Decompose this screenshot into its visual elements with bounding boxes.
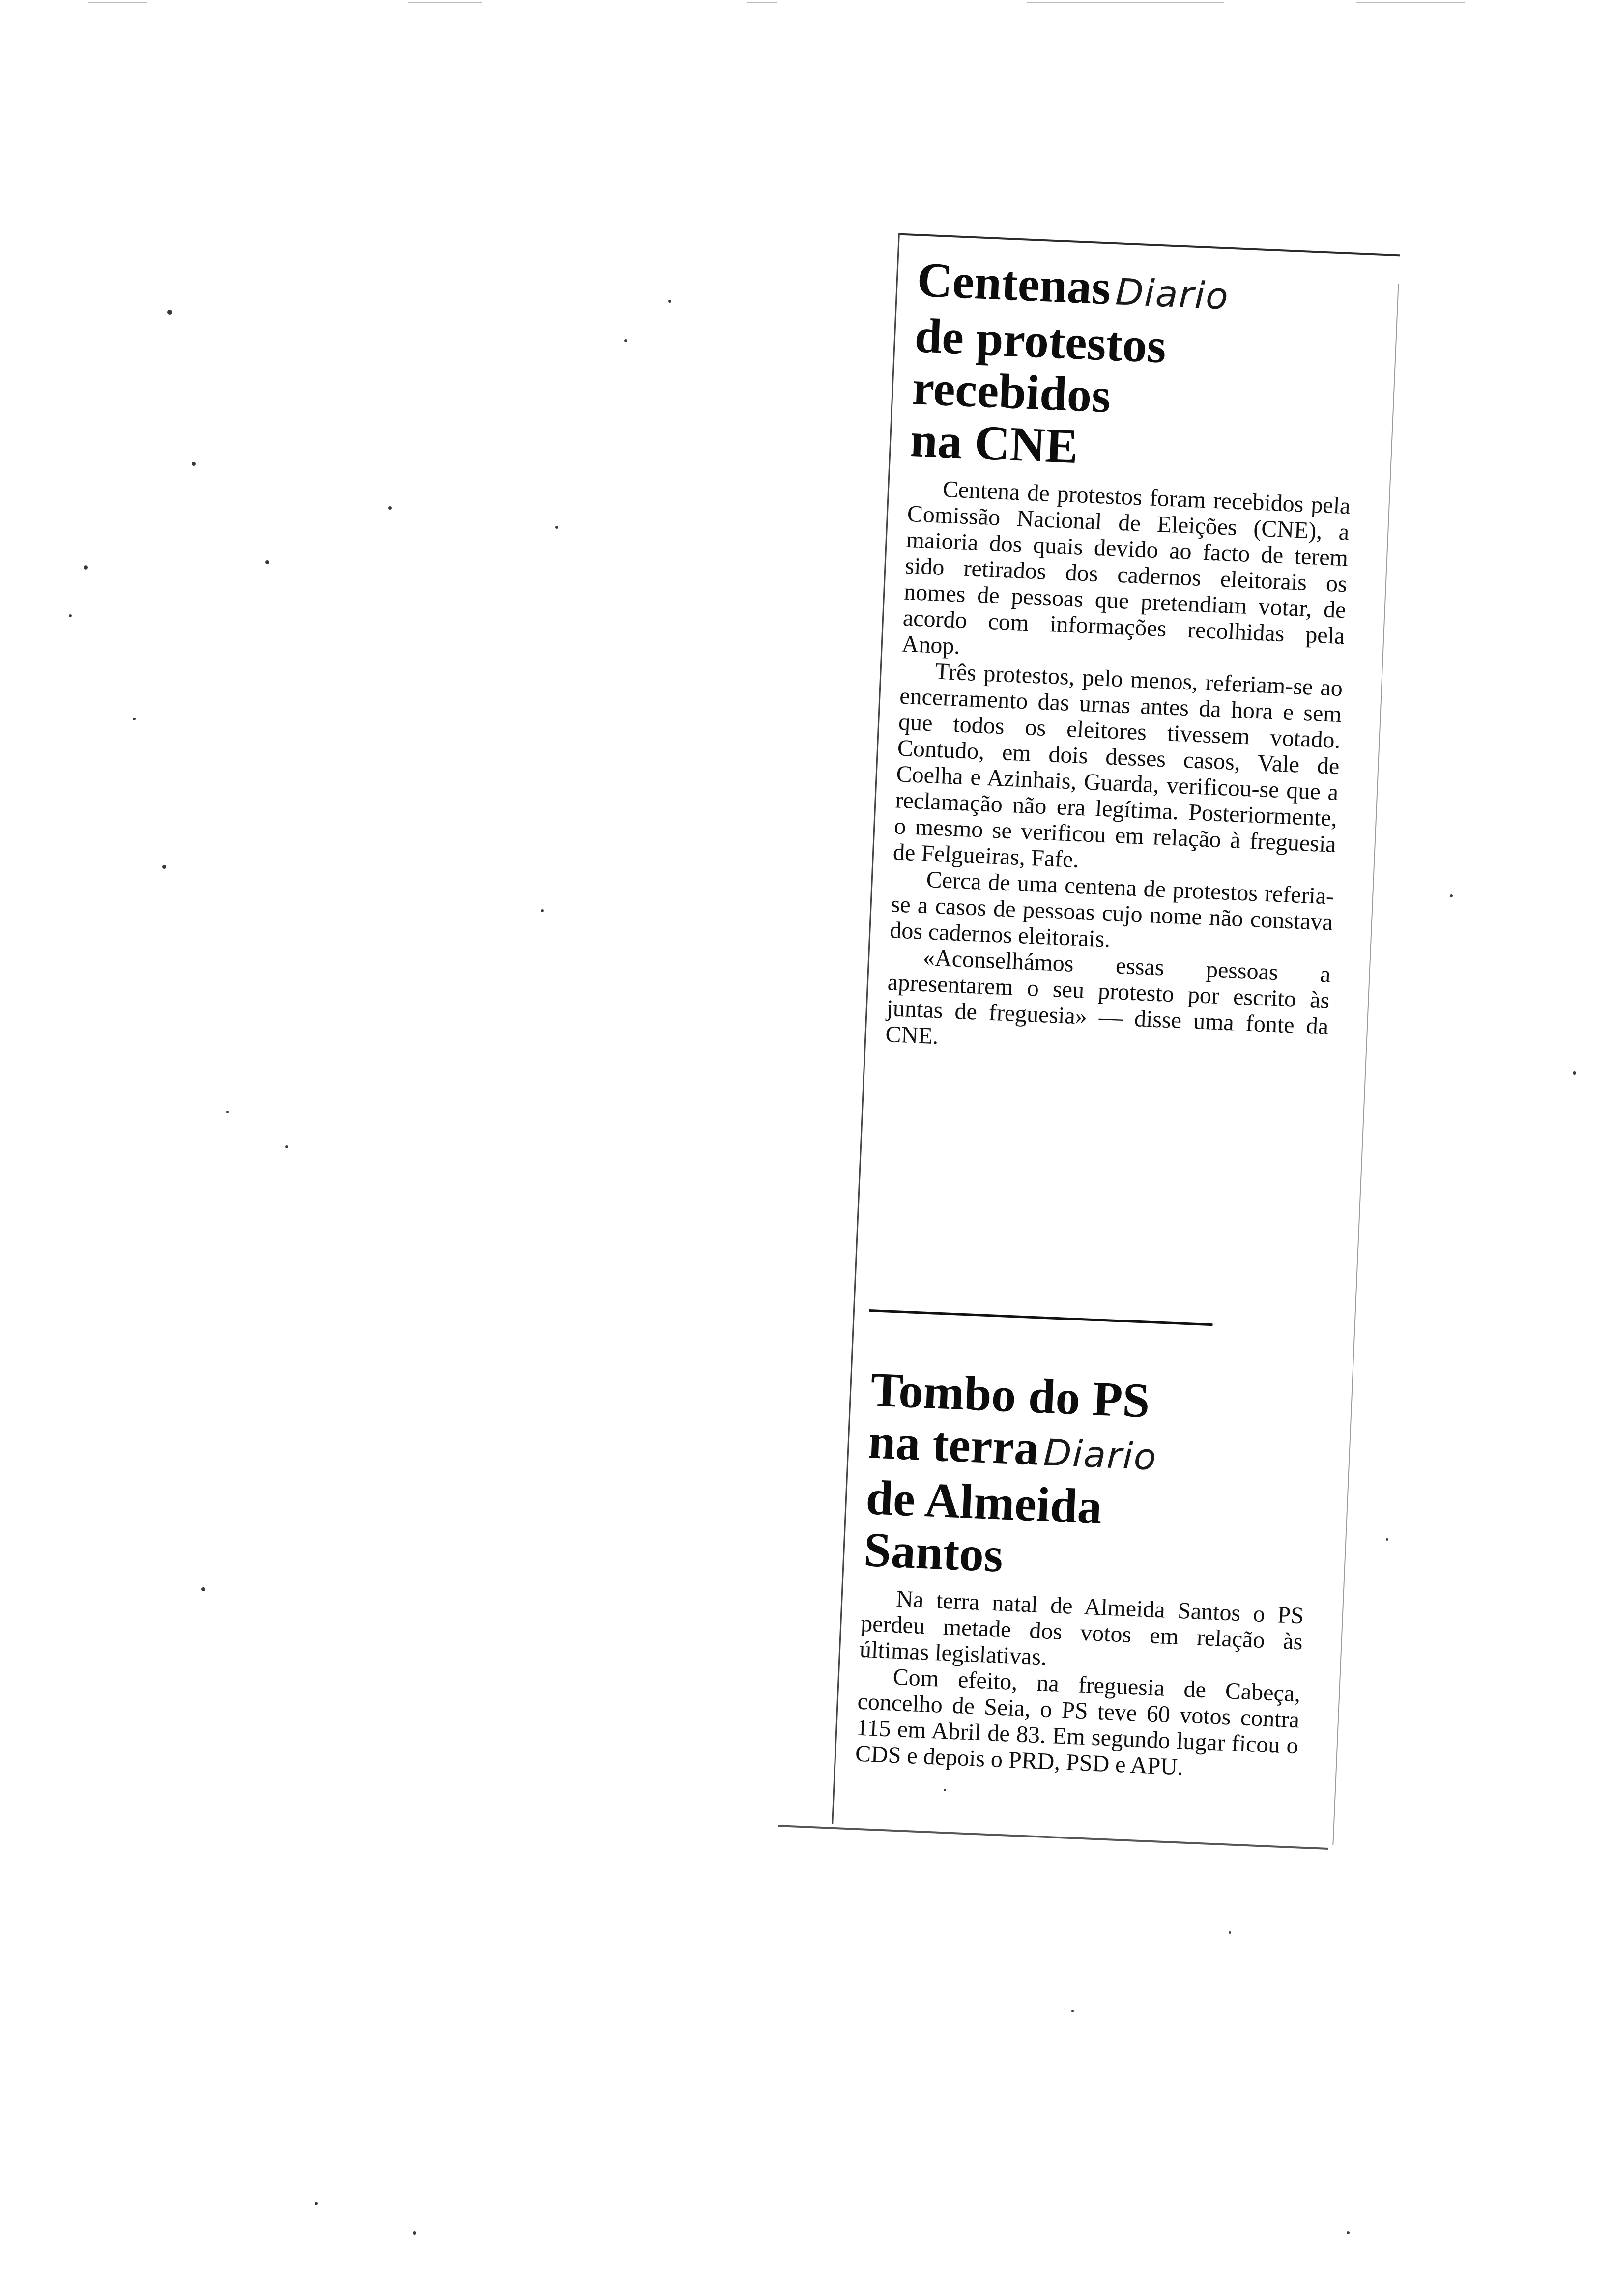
headline-line: Santos [863,1521,1005,1582]
scan-speck [1573,1071,1576,1075]
headline-line: de Almeida [864,1470,1103,1535]
headline-line: de protestos [913,308,1168,373]
scan-speck [202,1587,205,1591]
handwritten-annotation: Diario [1042,1432,1158,1479]
scan-speck [69,614,72,617]
article-paragraph: Na terra natal de Almeida Santos o PS perdeu metade dos votos em relação às últimas legislativas. [859,1585,1304,1670]
scan-speck [162,865,166,869]
article-paragraph: Centena de protestos foram recebidos pela Comissão Nacional de Eleições (CNE), a maioria dos quais devido ao facto de terem sido retirados dos cadernos eleitorais os nomes de pessoas que pretendiam votar, de acordo com informações recolhidas pela Anop. [901,476,1351,660]
headline-line: recebidos [911,360,1112,423]
clipping-top-edge [899,233,1400,257]
scan-speck [413,2231,416,2235]
article-separator-rule [869,1309,1213,1326]
headline-line: na terraDiario [867,1414,1158,1479]
article-paragraph: Com efeito, na freguesia de Cabeça, concelho de Seia, o PS teve 60 votos contra 115 em Abril de 83. Em segundo lugar ficou o CDS e depois o PRD, PSD e APU. [855,1664,1301,1780]
handwritten-annotation: Diario [1114,271,1230,318]
article-headline [909,254,1360,484]
headline-line: na CNE [909,412,1080,474]
scan-speck [285,1145,288,1148]
scan-speck [226,1111,229,1113]
headline-line: Tombo do PS [869,1362,1151,1428]
scan-speck [388,506,392,510]
scan-speck [541,909,544,912]
scan-edge-mark [1356,2,1465,3]
scan-speck [133,718,136,720]
clipping-bottom-edge [778,1825,1328,1850]
scan-speck [315,2202,318,2205]
article-ps-almeida-santos [855,1363,1314,1785]
scan-edge-mark [88,2,147,3]
article-paragraph: Três protestos, pelo menos, referiam-se ao encerramento das urnas antes da hora e sem que todos os eleitores tivessem votado. Contudo, em dois desses casos, Vale de Coelha e Azinhais, Guarda, verificou-se que a reclamação não era legítima. Posteriormente, o mesmo se verificou em relação à freguesia de Felgueiras, Fafe. [892,658,1344,873]
scan-speck [1071,2010,1074,2012]
scan-speck [265,560,269,564]
scan-speck [624,339,627,342]
scan-edge-mark [747,2,777,3]
headline-line: CentenasDiario [916,252,1230,318]
scan-speck [192,462,196,466]
scan-edge-mark [1027,2,1224,3]
article-paragraph: Cerca de uma centena de protestos referia-se a casos de pessoas cujo nome não constava dos cadernos eleitorais. [889,866,1335,952]
scan-speck [84,565,88,570]
scan-speck [555,526,558,529]
scan-edge-mark [408,2,482,3]
scan-speck [167,310,172,315]
scan-speck [1386,1538,1388,1541]
scan-speck [668,300,671,303]
article-body [885,475,1351,1066]
scan-speck [1347,2231,1350,2234]
article-paragraph: «Aconselhámos essas pessoas a apresentarem o seu protesto por escrito às juntas de freguesia» — disse uma fonte da CNE. [885,944,1331,1050]
scan-speck [1450,894,1453,897]
article-cne-protests [885,254,1360,1065]
article-headline [863,1363,1313,1594]
newspaper-clipping [778,231,1400,1855]
scan-speck [1229,1931,1231,1934]
article-body [855,1584,1304,1785]
